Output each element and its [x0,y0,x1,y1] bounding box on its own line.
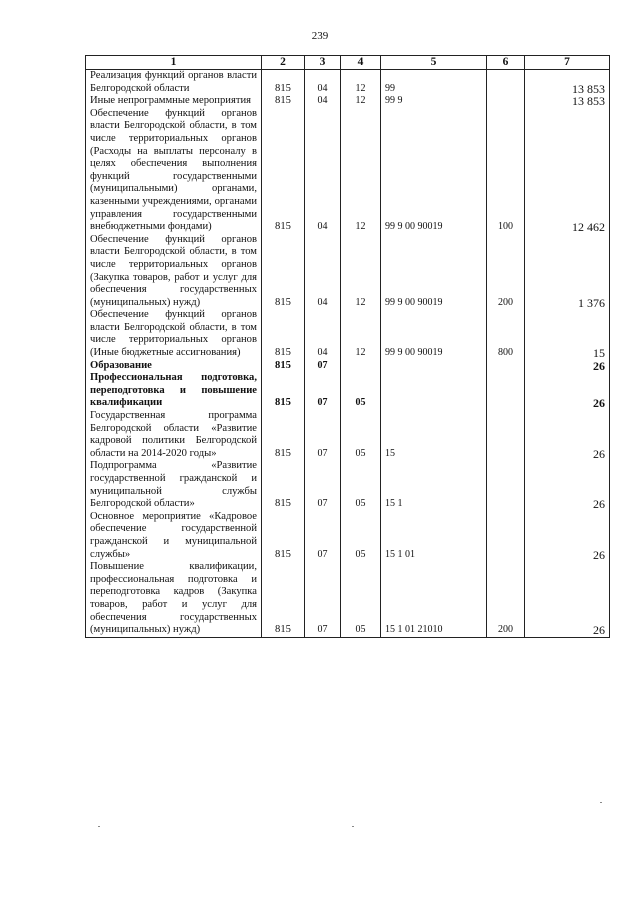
cell-ministry-code: 815 [262,360,305,373]
cell-target-article: 99 [381,70,487,96]
budget-table [85,55,610,638]
cell-target-article: 99 9 [381,95,487,108]
table-row [86,309,610,359]
cell-expense-type: 200 [487,234,525,310]
cell-expense-type [487,410,525,460]
cell-section: 04 [305,234,341,310]
cell-subsection: 12 [341,309,381,359]
cell-subsection: 12 [341,108,381,234]
header-col-5: 5 [381,56,487,70]
header-col-4: 4 [341,56,381,70]
row-name: Профессиональная подготовка, переподготовка и повышение квалификации [86,372,262,410]
cell-amount: 1 376 [525,234,610,310]
cell-section: 07 [305,561,341,637]
cell-target-article: 99 9 00 90019 [381,309,487,359]
cell-subsection: 05 [341,372,381,410]
table-row [86,70,610,96]
cell-section: 04 [305,70,341,96]
cell-subsection: 05 [341,511,381,561]
cell-amount: 26 [525,372,610,410]
row-name: Повышение квалификации, профессиональная подготовка и переподготовка кадров (Закупка товаров, работ и услуг для обеспечения государственных (муниципальных) нужд) [86,561,262,637]
table-row [86,561,610,637]
cell-ministry-code: 815 [262,309,305,359]
cell-target-article: 99 9 00 90019 [381,108,487,234]
cell-amount: 12 462 [525,108,610,234]
cell-section: 07 [305,511,341,561]
cell-target-article: 15 1 [381,460,487,510]
cell-ministry-code: 815 [262,561,305,637]
cell-subsection: 12 [341,95,381,108]
cell-ministry-code: 815 [262,460,305,510]
scan-speck [352,826,354,827]
cell-expense-type [487,460,525,510]
cell-expense-type: 800 [487,309,525,359]
cell-amount: 26 [525,460,610,510]
row-name: Реализация функций органов власти Белгородской области [86,70,262,96]
cell-expense-type [487,70,525,96]
cell-ministry-code: 815 [262,95,305,108]
cell-section: 07 [305,410,341,460]
cell-amount: 15 [525,309,610,359]
table-row [86,460,610,510]
cell-subsection: 05 [341,410,381,460]
cell-expense-type: 100 [487,108,525,234]
cell-ministry-code: 815 [262,410,305,460]
row-name: Обеспечение функций органов власти Белгородской области, в том числе территориальных органов (Закупка товаров, работ и услуг для обеспечения государственных (муниципальных) нужд) [86,234,262,310]
cell-target-article [381,360,487,373]
table-row [86,410,610,460]
header-col-6: 6 [487,56,525,70]
cell-expense-type [487,360,525,373]
cell-amount: 13 853 [525,70,610,96]
cell-target-article [381,372,487,410]
cell-section: 04 [305,309,341,359]
header-col-7: 7 [525,56,610,70]
cell-ministry-code: 815 [262,372,305,410]
cell-amount: 26 [525,511,610,561]
row-name: Основное мероприятие «Кадровое обеспечение государственной гражданской и муниципальной службы» [86,511,262,561]
row-name: Подпрограмма «Развитие государственной гражданской и муниципальной службы Белгородской области» [86,460,262,510]
row-name: Иные непрограммные мероприятия [86,95,262,108]
cell-ministry-code: 815 [262,234,305,310]
table-row [86,108,610,234]
table-row [86,234,610,310]
cell-subsection: 05 [341,460,381,510]
table-row [86,372,610,410]
cell-section: 04 [305,108,341,234]
scan-speck [600,802,602,803]
cell-target-article: 99 9 00 90019 [381,234,487,310]
scan-speck [98,826,100,827]
cell-subsection: 12 [341,234,381,310]
cell-section: 04 [305,95,341,108]
row-name: Обеспечение функций органов власти Белгородской области, в том числе территориальных органов (Расходы на выплаты персоналу в целях обеспечения выполнения функций государственными (муниципальными) органами, казенными учреждениями, органами управления государственными внебюджетными фондами) [86,108,262,234]
table-row [86,360,610,373]
header-col-1: 1 [86,56,262,70]
cell-subsection: 12 [341,70,381,96]
cell-subsection [341,360,381,373]
cell-section: 07 [305,372,341,410]
cell-expense-type [487,95,525,108]
cell-section: 07 [305,460,341,510]
header-col-2: 2 [262,56,305,70]
cell-amount: 26 [525,561,610,637]
cell-expense-type: 200 [487,561,525,637]
table-row [86,95,610,108]
header-col-3: 3 [305,56,341,70]
row-name: Обеспечение функций органов власти Белгородской области, в том числе территориальных органов (Иные бюджетные ассигнования) [86,309,262,359]
page-number: 239 [311,30,329,42]
cell-target-article: 15 1 01 [381,511,487,561]
cell-amount: 26 [525,410,610,460]
cell-amount: 13 853 [525,95,610,108]
cell-ministry-code: 815 [262,108,305,234]
table-row [86,511,610,561]
cell-amount: 26 [525,360,610,373]
cell-section: 07 [305,360,341,373]
cell-target-article: 15 [381,410,487,460]
cell-target-article: 15 1 01 21010 [381,561,487,637]
row-name: Государственная программа Белгородской области «Развитие кадровой политики Белгородской области на 2014-2020 годы» [86,410,262,460]
row-name: Образование [86,360,262,373]
cell-expense-type [487,511,525,561]
cell-ministry-code: 815 [262,511,305,561]
cell-subsection: 05 [341,561,381,637]
table-header-row [86,56,610,70]
cell-ministry-code: 815 [262,70,305,96]
cell-expense-type [487,372,525,410]
